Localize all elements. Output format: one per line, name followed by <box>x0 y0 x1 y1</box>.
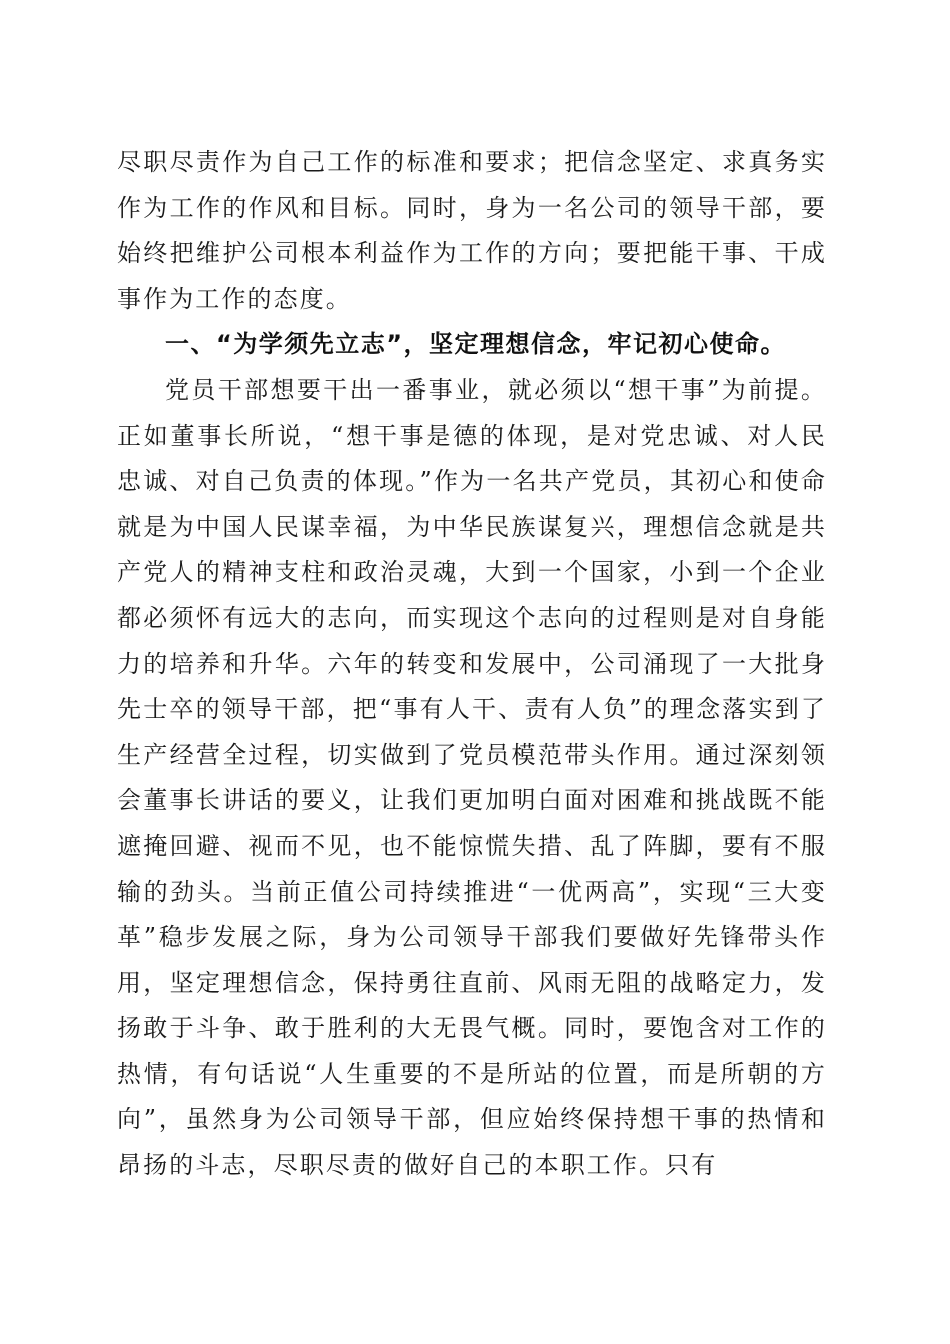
continuation-paragraph: 尽职尽责作为自己工作的标准和要求；把信念坚定、求真务实作为工作的作风和目标。同时，身为一名公司的领导干部，要始终把维护公司根本利益作为工作的方向；要把能干事、干成事作为工作的态度。 <box>117 148 827 313</box>
document-body <box>117 140 827 1189</box>
body-paragraph: 党员干部想要干出一番事业，就必须以“想干事”为前提。正如董事长所说，“想干事是德的体现，是对党忠诚、对人民忠诚、对自己负责的体现。”作为一名共产党员，其初心和使命就是为中国人民谋幸福，为中华民族谋复兴，理想信念就是共产党人的精神支柱和政治灵魂，大到一个国家，小到一个企业都必须怀有远大的志向，而实现这个志向的过程则是对自身能力的培养和升华。六年的转变和发展中，公司涌现了一大批身先士卒的领导干部，把“事有人干、责有人负”的理念落实到了生产经营全过程，切实做到了党员模范带头作用。通过深刻领会董事长讲话的要义，让我们更加明白面对困难和挑战既不能遮掩回避、视而不见，也不能惊慌失措、乱了阵脚，要有不服输的劲头。当前正值公司持续推进“一优两高”，实现“三大变革”稳步发展之际，身为公司领导干部我们要做好先锋带头作用，坚定理想信念，保持勇往直前、风雨无阻的战略定力，发扬敢于斗争、敢于胜利的大无畏气概。同时，要饱含对工作的热情，有句话说“人生重要的不是所站的位置，而是所朝的方向”，虽然身为公司领导干部，但应始终保持想干事的热情和昂扬的斗志，尽职尽责的做好自己的本职工作。只有 <box>117 375 827 1180</box>
section-heading: 一、“为学须先立志”，坚定理想信念，牢记初心使命。 <box>165 330 787 359</box>
